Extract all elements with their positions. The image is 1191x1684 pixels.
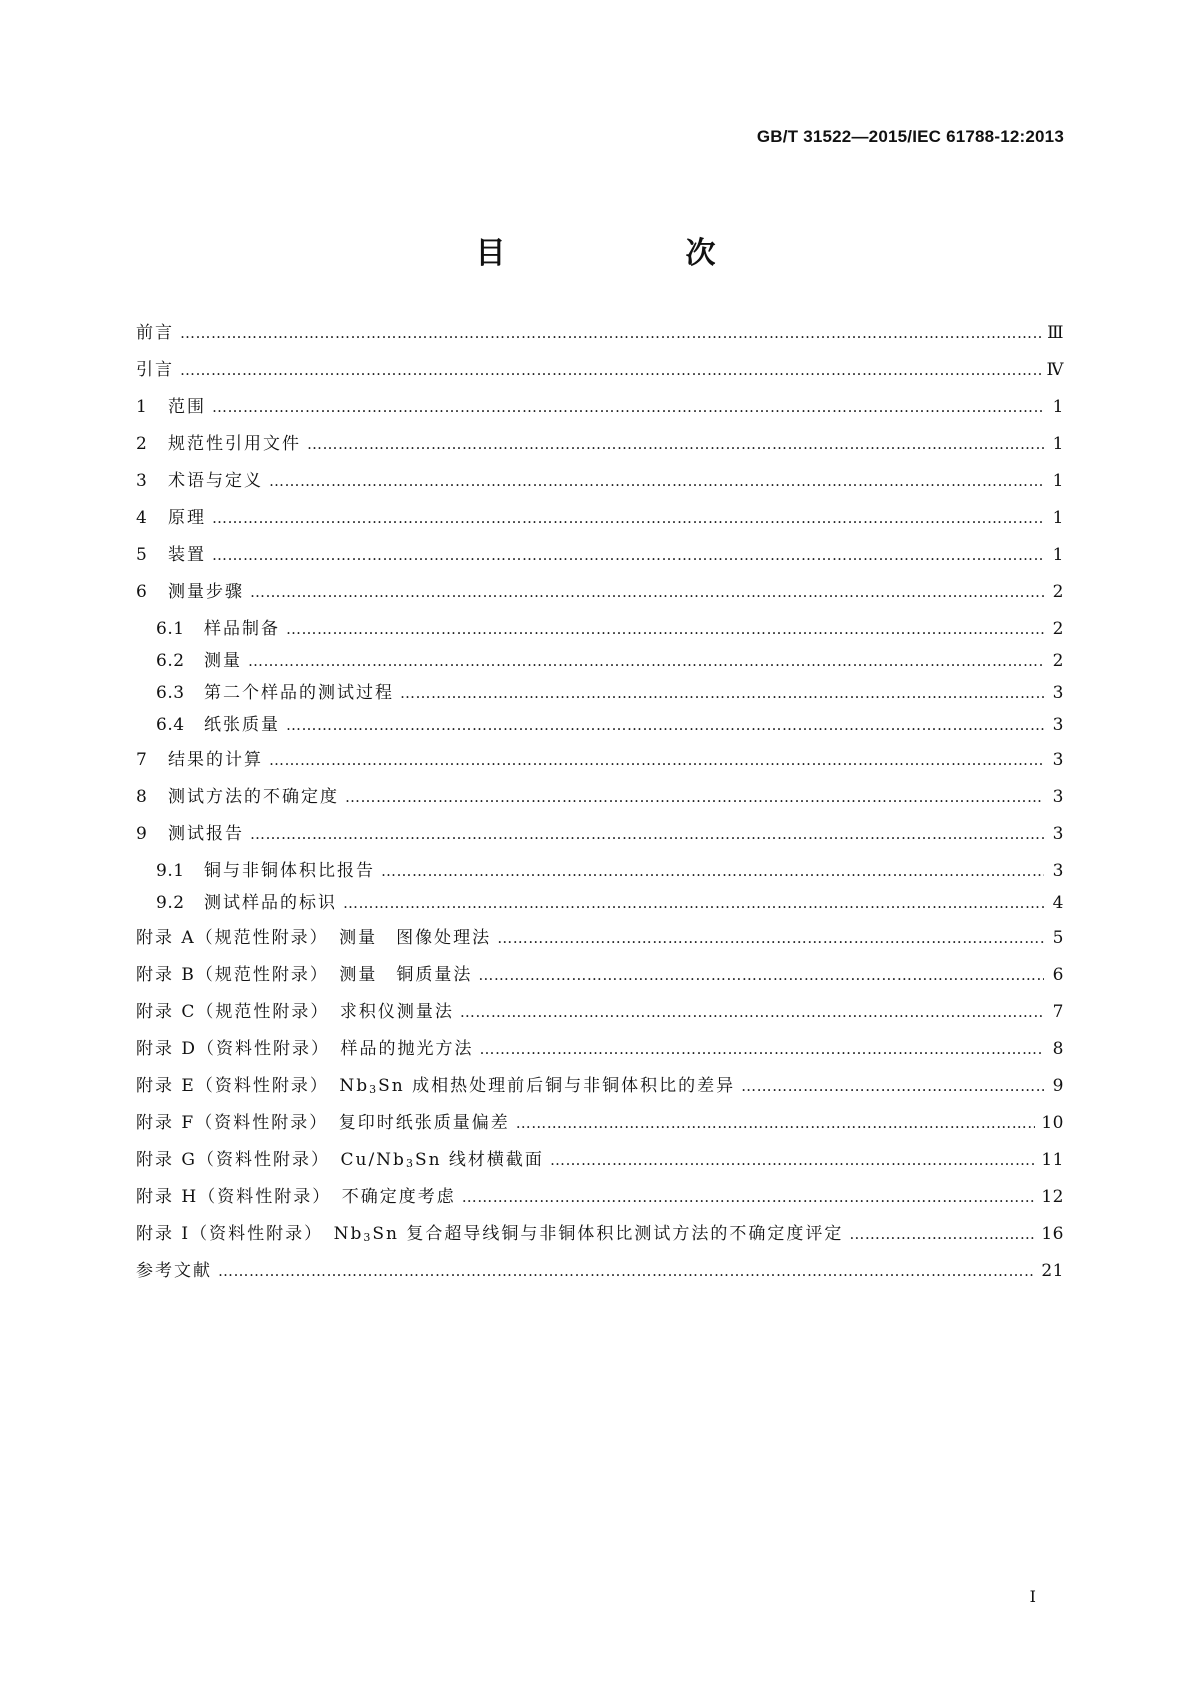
toc-entry-page: 1 (1052, 397, 1064, 417)
toc-entry-label: 测试报告 (168, 824, 244, 844)
toc-entry-label: 附录 A（规范性附录） 测量 图像处理法 (136, 928, 492, 948)
toc-entry-page: 3 (1052, 861, 1064, 881)
toc-entry-page: 21 (1041, 1261, 1064, 1281)
dot-leader (478, 964, 1044, 986)
toc-entry-number: 8 (136, 787, 148, 807)
toc-entry-8[interactable] (136, 786, 1064, 823)
dot-leader (250, 581, 1044, 603)
dot-leader (343, 892, 1044, 914)
toc-entry-label: 引言 (136, 360, 174, 380)
dot-leader (307, 433, 1044, 455)
dot-leader (212, 507, 1044, 529)
toc-entry-page: Ⅳ (1046, 360, 1064, 380)
toc-entry-6-2[interactable] (136, 650, 1064, 682)
dot-leader (381, 860, 1044, 882)
dot-leader (250, 823, 1044, 845)
toc-entry-label: 第二个样品的测试过程 (204, 683, 394, 703)
toc-entry-annex-a[interactable] (136, 927, 1064, 964)
dot-leader (286, 618, 1044, 640)
standard-number: GB/T 31522—2015/IEC 61788-12:2013 (756, 127, 1064, 146)
toc-entry-annex-i[interactable] (136, 1223, 1064, 1260)
toc-entry-label (136, 1149, 544, 1175)
toc-entry-label: 样品制备 (204, 619, 280, 639)
toc-entry-number: 9 (136, 824, 148, 844)
toc-entry-label: 测试方法的不确定度 (168, 787, 339, 807)
toc-entry-page: Ⅲ (1047, 323, 1064, 343)
toc-entry-page: 12 (1041, 1187, 1064, 1207)
toc-entry-1[interactable] (136, 396, 1064, 433)
label-suffix: Sn 复合超导线铜与非铜体积比测试方法的不确定度评定 (372, 1224, 844, 1244)
toc-entry-page: 3 (1052, 787, 1064, 807)
toc-entry-page: 9 (1052, 1076, 1064, 1096)
dot-leader (497, 927, 1044, 949)
toc-entry-page: 2 (1052, 619, 1064, 639)
toc-entry-number: 6.1 (156, 619, 185, 639)
dot-leader (212, 544, 1044, 566)
toc-entry-label: 测试样品的标识 (204, 893, 337, 913)
toc-entry-label: 附录 F（资料性附录） 复印时纸张质量偏差 (136, 1113, 510, 1133)
toc-entry-page: 10 (1041, 1113, 1064, 1133)
toc-entry-page: 2 (1052, 651, 1064, 671)
toc-entry-label: 测量 (204, 651, 242, 671)
label-suffix: Sn 成相热处理前后铜与非铜体积比的差异 (378, 1076, 736, 1096)
dot-leader (269, 470, 1044, 492)
toc-entry-page: 16 (1041, 1224, 1064, 1244)
page-title: 目 次 (475, 236, 756, 271)
toc-entry-annex-e[interactable] (136, 1075, 1064, 1112)
label-prefix: 附录 E（资料性附录） Nb (136, 1076, 370, 1096)
toc-entry-number: 2 (136, 434, 148, 454)
toc-entry-label: 装置 (168, 545, 206, 565)
toc-entry-page: 3 (1052, 750, 1064, 770)
dot-leader (248, 650, 1044, 672)
toc-entry-6-3[interactable] (136, 682, 1064, 714)
toc-entry-label: 参考文献 (136, 1261, 212, 1281)
label-suffix: Sn 线材横截面 (414, 1150, 544, 1170)
toc-entry-page: 2 (1052, 582, 1064, 602)
toc-entry-page: 7 (1052, 1002, 1064, 1022)
toc-entry-label: 纸张质量 (204, 715, 280, 735)
dot-leader (400, 682, 1044, 704)
toc-entry-label: 术语与定义 (168, 471, 263, 491)
toc-entry-label: 附录 C（规范性附录） 求积仪测量法 (136, 1002, 454, 1022)
dot-leader (286, 714, 1044, 736)
toc-entry-6-1[interactable] (136, 618, 1064, 650)
page-number: I (1029, 1587, 1036, 1606)
label-prefix: 附录 I（资料性附录） Nb (136, 1224, 364, 1244)
toc-entry-label: 原理 (168, 508, 206, 528)
toc-entry-annex-d[interactable] (136, 1038, 1064, 1075)
toc-entry-page: 1 (1052, 471, 1064, 491)
toc-entry-number: 6.4 (156, 715, 185, 735)
dot-leader (460, 1001, 1044, 1023)
toc-entry-4[interactable] (136, 507, 1064, 544)
table-of-contents (136, 322, 1064, 1297)
toc-entry-number: 5 (136, 545, 148, 565)
toc-entry-page: 1 (1052, 545, 1064, 565)
toc-entry-page: 1 (1052, 508, 1064, 528)
toc-entry-page: 3 (1052, 683, 1064, 703)
toc-entry-9-2[interactable] (136, 892, 1064, 924)
toc-entry-annex-h[interactable] (136, 1186, 1064, 1223)
dot-leader (480, 1038, 1044, 1060)
toc-entry-foreword[interactable] (136, 322, 1064, 359)
subscript: 3 (369, 1083, 379, 1096)
toc-entry-annex-f[interactable] (136, 1112, 1064, 1149)
toc-entry-page: 5 (1052, 928, 1064, 948)
toc-entry-page: 6 (1052, 965, 1064, 985)
toc-entry-7[interactable] (136, 749, 1064, 786)
toc-entry-page: 3 (1052, 824, 1064, 844)
toc-entry-page: 3 (1052, 715, 1064, 735)
dot-leader (212, 396, 1044, 418)
toc-entry-6-4[interactable] (136, 714, 1064, 746)
toc-entry-number: 7 (136, 750, 148, 770)
toc-entry-label: 规范性引用文件 (168, 434, 301, 454)
dot-leader (180, 359, 1041, 381)
dot-leader (180, 322, 1041, 344)
toc-entry-label: 附录 B（规范性附录） 测量 铜质量法 (136, 965, 473, 985)
toc-entry-5[interactable] (136, 544, 1064, 581)
toc-entry-2[interactable] (136, 433, 1064, 470)
toc-entry-page: 8 (1052, 1039, 1064, 1059)
toc-entry-label: 附录 D（资料性附录） 样品的抛光方法 (136, 1039, 474, 1059)
toc-entry-label: 附录 H（资料性附录） 不确定度考虑 (136, 1187, 456, 1207)
dot-leader (218, 1260, 1035, 1282)
toc-entry-label: 铜与非铜体积比报告 (204, 861, 375, 881)
toc-entry-introduction[interactable] (136, 359, 1064, 396)
toc-entry-annex-c[interactable] (136, 1001, 1064, 1038)
toc-entry-number: 6 (136, 582, 148, 602)
toc-entry-label: 范围 (168, 397, 206, 417)
dot-leader (550, 1149, 1035, 1171)
dot-leader (345, 786, 1044, 808)
toc-entry-number: 6.3 (156, 683, 185, 703)
toc-entry-label: 结果的计算 (168, 750, 263, 770)
dot-leader (849, 1223, 1035, 1245)
toc-entry-label (136, 1223, 843, 1249)
toc-entry-9[interactable] (136, 823, 1064, 860)
toc-entry-label (136, 1075, 735, 1101)
toc-entry-bibliography[interactable] (136, 1260, 1064, 1297)
toc-entry-page: 4 (1052, 893, 1064, 913)
toc-entry-number: 4 (136, 508, 148, 528)
toc-entry-label: 测量步骤 (168, 582, 244, 602)
label-prefix: 附录 G（资料性附录） Cu/Nb (136, 1150, 406, 1170)
toc-entry-number: 9.2 (156, 893, 185, 913)
toc-entry-page: 11 (1041, 1150, 1064, 1170)
toc-entry-annex-b[interactable] (136, 964, 1064, 1001)
toc-entry-page: 1 (1052, 434, 1064, 454)
toc-entry-number: 3 (136, 471, 148, 491)
dot-leader (741, 1075, 1044, 1097)
toc-entry-number: 6.2 (156, 651, 185, 671)
toc-entry-number: 1 (136, 397, 148, 417)
subscript: 3 (363, 1231, 373, 1244)
toc-entry-number: 9.1 (156, 861, 185, 881)
dot-leader (516, 1112, 1036, 1134)
dot-leader (462, 1186, 1036, 1208)
toc-entry-annex-g[interactable] (136, 1149, 1064, 1186)
toc-entry-9-1[interactable] (136, 860, 1064, 892)
subscript: 3 (405, 1157, 415, 1170)
toc-entry-3[interactable] (136, 470, 1064, 507)
toc-entry-6[interactable] (136, 581, 1064, 618)
toc-entry-label: 前言 (136, 323, 174, 343)
dot-leader (269, 749, 1044, 771)
